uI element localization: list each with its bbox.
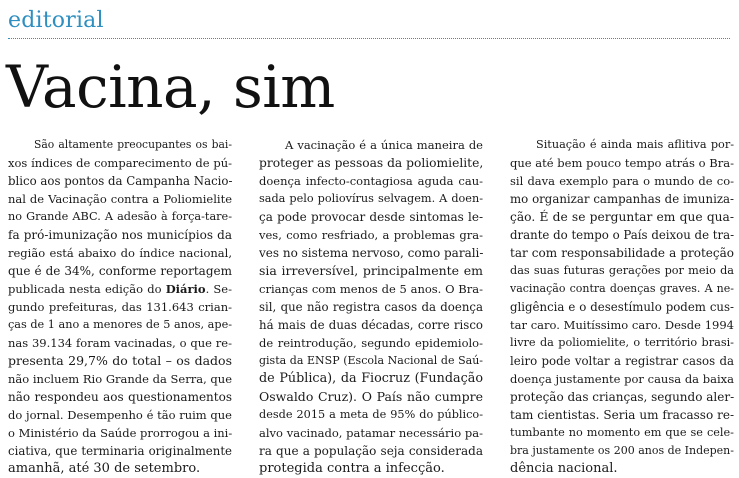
article-line: ça pode provocar desde sintomas le- [259,210,483,224]
article-line: Oswaldo Cruz). O País não cumpre [259,389,483,404]
article-line: protegida contra a infecção. [259,461,445,476]
article-line: não respondeu aos questionamentos [8,390,232,404]
article-line: ças de 1 ano a menores de 5 anos, ape- [8,318,232,331]
article-column-2 [259,136,483,478]
article-line: proteção das crianças, segundo aler- [510,390,734,404]
article-line: fa pró-imunização nos municípios da [8,228,232,242]
article-line: sia irreversível, principalmente em [259,263,483,278]
article-line: gligência e o desestímulo podem cus- [510,300,734,314]
article-line: doença infecto-contagiosa aguda cau- [259,174,483,188]
article-line: tumbante no momento em que se cele- [510,426,734,439]
article-line: leiro pode voltar a registrar casos da [510,354,734,368]
article-line: região está abaixo do índice nacional, [8,246,232,260]
article-line: das suas futuras gerações por meio da [510,264,734,277]
article-line: presenta 29,7% do total – os dados [8,353,232,368]
article-line: sil dava exemplo para o mundo de co- [510,174,734,188]
article-line: amanhã, até 30 de setembro. [8,461,201,476]
page-title: Vacina, sim [6,53,335,121]
article-column-1 [8,136,232,478]
article-line: gista da ENSP (Escola Nacional de Saú- [259,354,483,367]
article-line: proteger as pessoas da poliomielite, [259,156,483,170]
article-line: Situação é ainda mais aflitiva por- [536,138,734,151]
article-line: tar com responsabilidade a proteção [510,246,734,260]
article-line: desde 2015 a meta de 95% do público- [259,408,483,421]
article-line: ves, como resfriado, a problemas gra- [259,228,483,242]
article-line: blico aos pontos da Campanha Nacio- [8,174,232,188]
article-line: do jornal. Desempenho é tão ruim que [8,408,232,422]
article-line: sada pelo poliovírus selvagem. A doen- [259,192,483,205]
article-column-3 [510,136,734,478]
article-line: dência nacional. [510,461,618,476]
article-line: que até bem pouco tempo atrás o Bra- [510,156,734,170]
article-line: drante do tempo o País deixou de tra- [510,228,734,242]
article-line: o Ministério da Saúde prorrogou a ini- [8,426,232,440]
article-line: não incluem Rio Grande da Serra, que [8,372,232,386]
article-line: crianças com menos de 5 anos. O Bra- [259,282,483,296]
article-line: ciativa, que terminaria originalmente [8,444,232,458]
newspaper-name: Diário [165,282,206,296]
article-line: mo organizar campanhas de imuniza- [510,192,734,206]
article-line: tam cientistas. Seria um fracasso re- [510,408,734,422]
article-line: sil, que não registra casos da doença [259,300,483,314]
article-line: ves no sistema nervoso, como parali- [259,246,483,260]
article-line: tar caro. Muitíssimo caro. Desde 1994 [510,318,734,332]
section-label: editorial [8,8,104,33]
article-line: livre da poliomielite, o território brasi- [510,336,734,349]
article-line: publicada nesta edição do Diário. Se- [8,282,232,296]
article-line: ção. É de se perguntar em que qua- [510,210,734,224]
article-line: São altamente preocupantes os bai- [34,138,232,151]
article-line: que é de 34%, conforme reportagem [8,264,232,278]
article-line: de reintrodução, segundo epidemiolo- [259,336,483,350]
article-line: bra justamente os 200 anos de Indepen- [510,444,734,457]
article-line: no Grande ABC. A adesão à força-tare- [8,210,232,223]
article-line: ra que a população seja considerada [259,444,483,458]
article-line: gundo prefeituras, das 131.643 crian- [8,300,232,314]
article-line: alvo vacinado, patamar necessário pa- [259,426,483,440]
article-line: vacinação contra doenças graves. A ne- [510,282,734,295]
article-line: nas 39.134 foram vacinadas, o que re- [8,336,232,350]
article-line: nal de Vacinação contra a Poliomielite [8,192,232,206]
article-line: de Pública), da Fiocruz (Fundação [259,371,483,386]
article-line: doença justamente por causa da baixa [510,372,734,386]
article-line: xos índices de comparecimento de pú- [8,156,232,170]
article-line: há mais de duas décadas, corre risco [259,318,483,332]
article-line: A vacinação é a única maneira de [285,138,483,152]
section-divider [8,38,730,39]
